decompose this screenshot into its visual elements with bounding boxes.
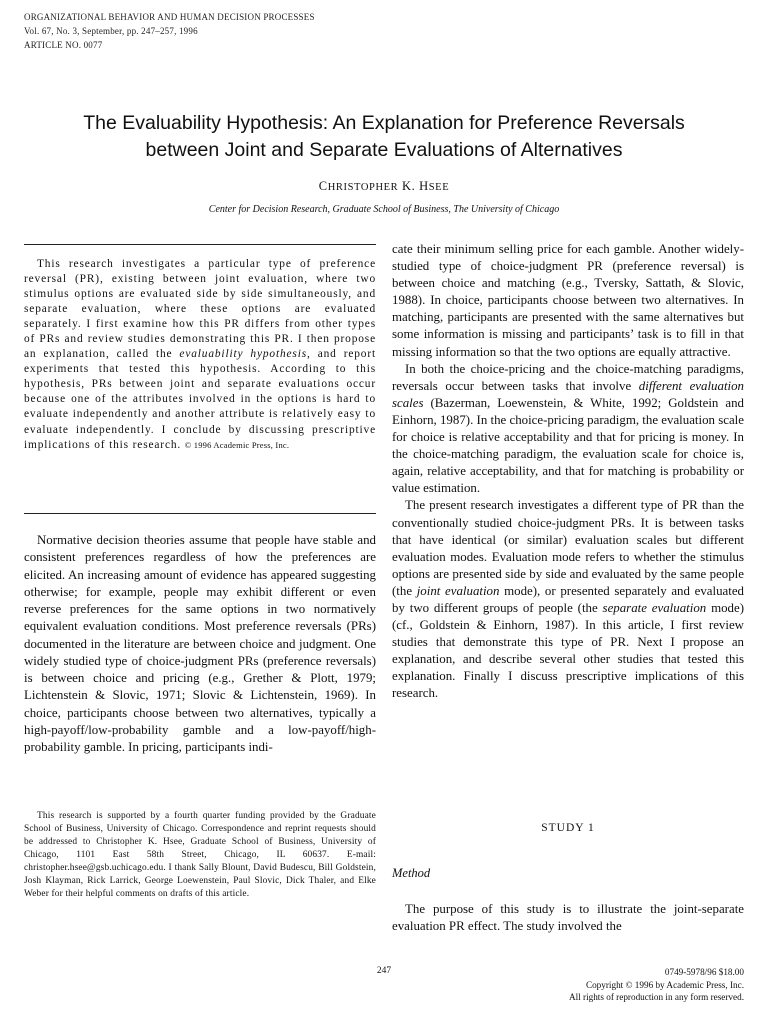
title-line-1: The Evaluability Hypothesis: An Explanation for Preference Reversals bbox=[83, 112, 685, 134]
journal-name: ORGANIZATIONAL BEHAVIOR AND HUMAN DECISION PROCESSES bbox=[24, 12, 315, 22]
issn-price: 0749-5978/96 $18.00 bbox=[664, 967, 744, 977]
rights-line: All rights of reproduction in any form reserved. bbox=[568, 992, 744, 1002]
abstract-bottom-rule bbox=[24, 513, 376, 514]
article-title bbox=[0, 110, 768, 164]
intro-left-column bbox=[24, 532, 376, 756]
copyright-line: Copyright © 1996 by Academic Press, Inc. bbox=[585, 979, 744, 990]
author-affiliation: Center for Decision Research, Graduate School of Business, The University of Chicago bbox=[208, 204, 560, 215]
intro-right-column bbox=[392, 241, 744, 703]
abstract-copyright: © 1996 Academic Press, Inc. bbox=[184, 439, 290, 450]
right-paragraph-3: The present research investigates a different type of PR than the conventionally studied choice-judgment PRs. It is between tasks that have identical (or similar) evaluation scales but different evaluation modes. Evaluation mode refers to whether the stimulus options are presented side by side and evaluated by the same people (the joint evaluation mode), or presented separately and evaluated by two different groups of people (the separate evaluation mode) (cf., Goldstein & Einhorn, 1987). In this article, I first review studies that demonstrate this type of PR. Next I propose an explanation, and describe several other studies that tested this explanation. Finally I discuss prescriptive implications of this research. bbox=[392, 498, 744, 701]
journal-volume: Vol. 67, No. 3, September, pp. 247–257, 1996 bbox=[24, 26, 198, 36]
right-paragraph-2: In both the choice-pricing and the choice-matching paradigms, reversals occur between tasks that involve different evaluation scales (Bazerman, Loewenstein, & White, 1992; Goldstein and Einhorn, 1987). In the choice-pricing paradigm, the evaluation scale for choice is relative acceptability and that for pricing is money. In the choice-matching paradigm, the evaluation scale for choice is, again, relative acceptability, and that for matching is probability or value estimation. bbox=[392, 361, 744, 496]
study-1-heading: STUDY 1 bbox=[541, 822, 595, 834]
method-paragraph: The purpose of this study is to illustrate the joint-separate evaluation PR effect. The study involved the bbox=[392, 902, 744, 934]
page-number: 247 bbox=[376, 966, 392, 976]
title-line-2: between Joint and Separate Evaluations of Alternatives bbox=[145, 139, 623, 161]
author-name: CHRISTOPHER K. HSEE bbox=[318, 179, 450, 193]
right-paragraph-1: cate their minimum selling price for each gamble. Another widely-studied type of choice-judgment PR (preference reversal) is between choice and matching (e.g., Tversky, Sattath, & Slovic, 1988). In choice, participants choose between two alternatives. In matching, participants are presented with the same alternatives but some information is missing and participants’ task is to fill in that missing information so that the two options are equally attractive. bbox=[392, 242, 744, 359]
footnote: This research is supported by a fourth quarter funding provided by the Graduate School of Business, University of Chicago. Correspondence and reprint requests should be addressed to Christopher K. Hsee, Graduate School of Business, University of Chicago, 1101 East 58th Street, Chicago, IL 60637. E-mail: christopher.hsee@gsb.uchicago.edu. I thank Sally Blount, David Budescu, Bill Goldstein, Josh Klayman, Rick Larrick, George Loewenstein, Paul Slovic, Dick Thaler, and Elke Weber for their helpful comments on drafts of this article. bbox=[24, 811, 376, 900]
abstract-top-rule bbox=[24, 244, 376, 245]
intro-paragraph: Normative decision theories assume that people have stable and consistent preferences regardless of how the preferences are elicited. An increasing amount of evidence has appeared suggesting otherwise; for example, people may exhibit different or even reverse preferences for the same options in two normatively equivalent evaluation conditions. Most preference reversals (PRs) documented in the literature are between choice and judgment. One widely studied type of choice-judgment PRs (preference reversals) is between choice and pricing (e.g., Grether & Plott, 1979; Lichtenstein & Slovic, 1971; Slovic & Lichtenstein, 1969). In choice, participants choose between two alternatives, typically a high-payoff/low-probability gamble and a low-payoff/high-probability gamble. In pricing, participants indi- bbox=[24, 533, 376, 754]
journal-header bbox=[24, 10, 315, 52]
article-number: ARTICLE NO. 0077 bbox=[24, 40, 103, 50]
copyright-block bbox=[569, 966, 744, 1004]
method-heading: Method bbox=[392, 866, 431, 880]
abstract: This research investigates a particular type of preference reversal (PR), existing between joint evaluation, where two stimulus options are evaluated side by side simultaneously, and separate evaluation, where these options are evaluated separately. I first examine how this PR differs from other types of PRs and review studies demonstrating this PR. I then propose an explanation, called the evaluability hypothesis, and report experiments that tested this hypothesis. According to this hypothesis, PRs between joint and separate evaluations occur because one of the attributes involved in the options is hard to evaluate independently and another attribute is relatively easy to evaluate independently. I conclude by discussing prescriptive implications of this research. © 1996 Academic Press, Inc. bbox=[24, 258, 377, 451]
